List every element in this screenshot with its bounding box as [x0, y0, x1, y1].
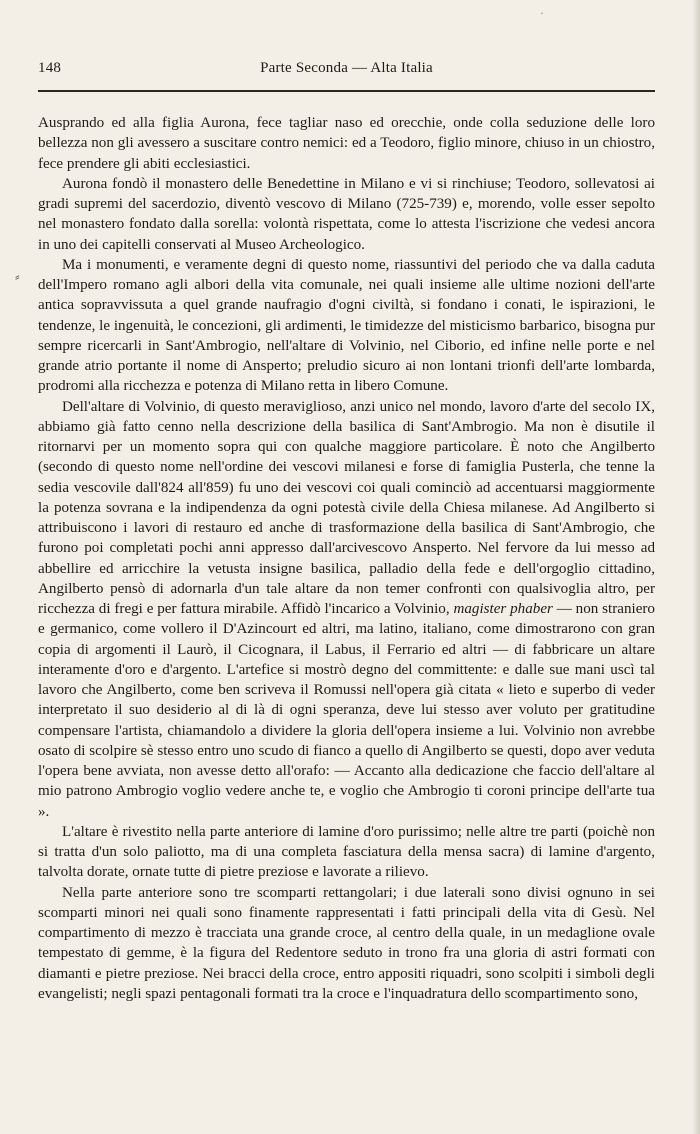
running-title: Parte Seconda — Alta Italia — [260, 60, 433, 76]
body-text — [38, 113, 655, 1004]
paragraph — [38, 397, 655, 822]
page-edge-shadow — [692, 0, 700, 1134]
running-header — [38, 60, 655, 82]
paragraph-part: — non straniero e germanico, come vollero il D'Azincourt ed altri, ma latino, italiano, come dimostrarono con gran copia di argomenti il Laurò, il Cicognara, il Labus, il Ferrario ed altri — di fabbricare un altare interamente d'oro e d'argento. L'artefice si mostrò degno del committente: e dalle sue mani uscì tal lavoro che Angilberto, come ben scriveva il Romussi nell'opera già citata « lieto e superbo di veder interpretato il suo desiderio al di là di ogni speranza, deve lui stesso aver voluto per gratitudine compensare l'artista, chiamandolo a dividere la gloria dell'opera insieme a lui. Volvinio non avrebbe osato di scolpire sè stesso entro uno scudo di fianco a quello di Angilberto se questi, dopo aver veduta l'opera bene avviata, non avesse detto all'orafo: — Accanto alla dedicazione che faccio dell'altare al mio patrono Ambrogio voglio vedere anche te, e voglio che Ambrogio ti coroni principe dell'arte tua ». — [38, 601, 655, 820]
corner-dot: · — [540, 6, 544, 20]
paragraph-part: Dell'altare di Volvinio, di questo meraviglioso, anzi unico nel mondo, lavoro d'arte del secolo IX, abbiamo già fatto cenno nella descrizione della basilica di Sant'Ambrogio. Ma non è disutile il ritornarvi per un momento sopra qui con qualche maggiore particolare. È noto che Angilberto (secondo di questo nome nell'ordine dei vescovi milanesi e forse di famiglia Pusterla, che tenne la sedia vescovile dall'824 all'859) fu uno dei vescovi coi quali cominciò ad accentuarsi maggiormente la potenza sovrana e la indipendenza da ogni potestà civile della Chiesa milanese. Ad Angilberto si attribuiscono i lavori di restauro ed anche di trasformazione della basilica di Sant'Ambrogio, che furono poi completati pochi anni appresso dall'arcivescovo Ansperto. Nel fervore da lui messo ad abbellire ed arricchire la vetusta insigne basilica, palladio della fede e dell'orgoglio cittadino, Angilberto pensò di adornarla d'un tale altare da non temer confronti con qualsivoglia altro, per ricchezza di fregi e per fattura mirabile. Affidò l'incarico a Volvinio, — [38, 398, 655, 617]
paragraph: Ma i monumenti, e veramente degni di questo nome, riassuntivi del periodo che va dalla caduta dell'Impero romano agli albori della vita comunale, nei quali insieme alle ultime nozioni dell'arte antica sopravvissuta a quel grande naufragio d'ogni civiltà, si fondano i conati, le ispirazioni, le tendenze, le ingenuità, le concezioni, gli ardimenti, le timidezze del misticismo barbarico, bisogna pur sempre ricercarli in Sant'Ambrogio, nell'altare di Volvinio, nel Ciborio, ed infine nelle porte e nel grande atrio portante il nome di Ansperto; preludio sicuro ai non lontani trionfi dell'arte lombarda, prodromi alla ricchezza e potenza di Milano retta in libero Comune. — [38, 256, 655, 395]
margin-note-mark: ⸗ — [15, 270, 20, 285]
paragraph: L'altare è rivestito nella parte anteriore di lamine d'oro purissimo; nelle altre tre parti (poichè non si tratta d'un solo paliotto, ma di una completa fasciatura della mensa sacra) di lamine d'argento, talvolta dorate, ornate tutte di pietre preziose e lavorate a rilievo. — [38, 823, 655, 881]
italic-phrase: magister phaber — [453, 601, 553, 617]
paragraph: Aurona fondò il monastero delle Benedettine in Milano e vi si rinchiuse; Teodoro, sollevatosi ai gradi supremi del sacerdozio, diventò vescovo di Milano (725-739) e, morendo, volle esser sepolto nel monastero fondato dalla sorella: volontà rispettata, come lo attesta l'iscrizione che vedesi ancora in uno dei capitelli conservati al Museo Archeologico. — [38, 175, 655, 253]
page-number: 148 — [38, 60, 62, 76]
header-rule — [38, 90, 655, 92]
paragraph-continued: Ausprando ed alla figlia Aurona, fece tagliar naso ed orecchie, onde colla seduzione delle loro bellezza non gli avessero a suscitare contro nemici: ed a Teodoro, figlio minore, chiuso in un chiostro, fece prendere gli abiti ecclesiastici. — [38, 115, 655, 172]
paragraph: Nella parte anteriore sono tre scomparti rettangolari; i due laterali sono divisi ognuno in sei scomparti minori nei quali sono finamente rappresentati i fatti principali della vita di Gesù. Nel compartimento di mezzo è tracciata una grande croce, al centro della quale, in un medaglione ovale tempestato di gemme, è la figura del Redentore seduto in trono fra una gloria di astri formati con diamanti e pietre preziose. Nei bracci della croce, entro appositi riquadri, sono scolpiti i simboli degli evangelisti; negli spazi pentagonali formati tra la croce e l'inquadratura dello scompartimento sono, — [38, 884, 655, 1002]
